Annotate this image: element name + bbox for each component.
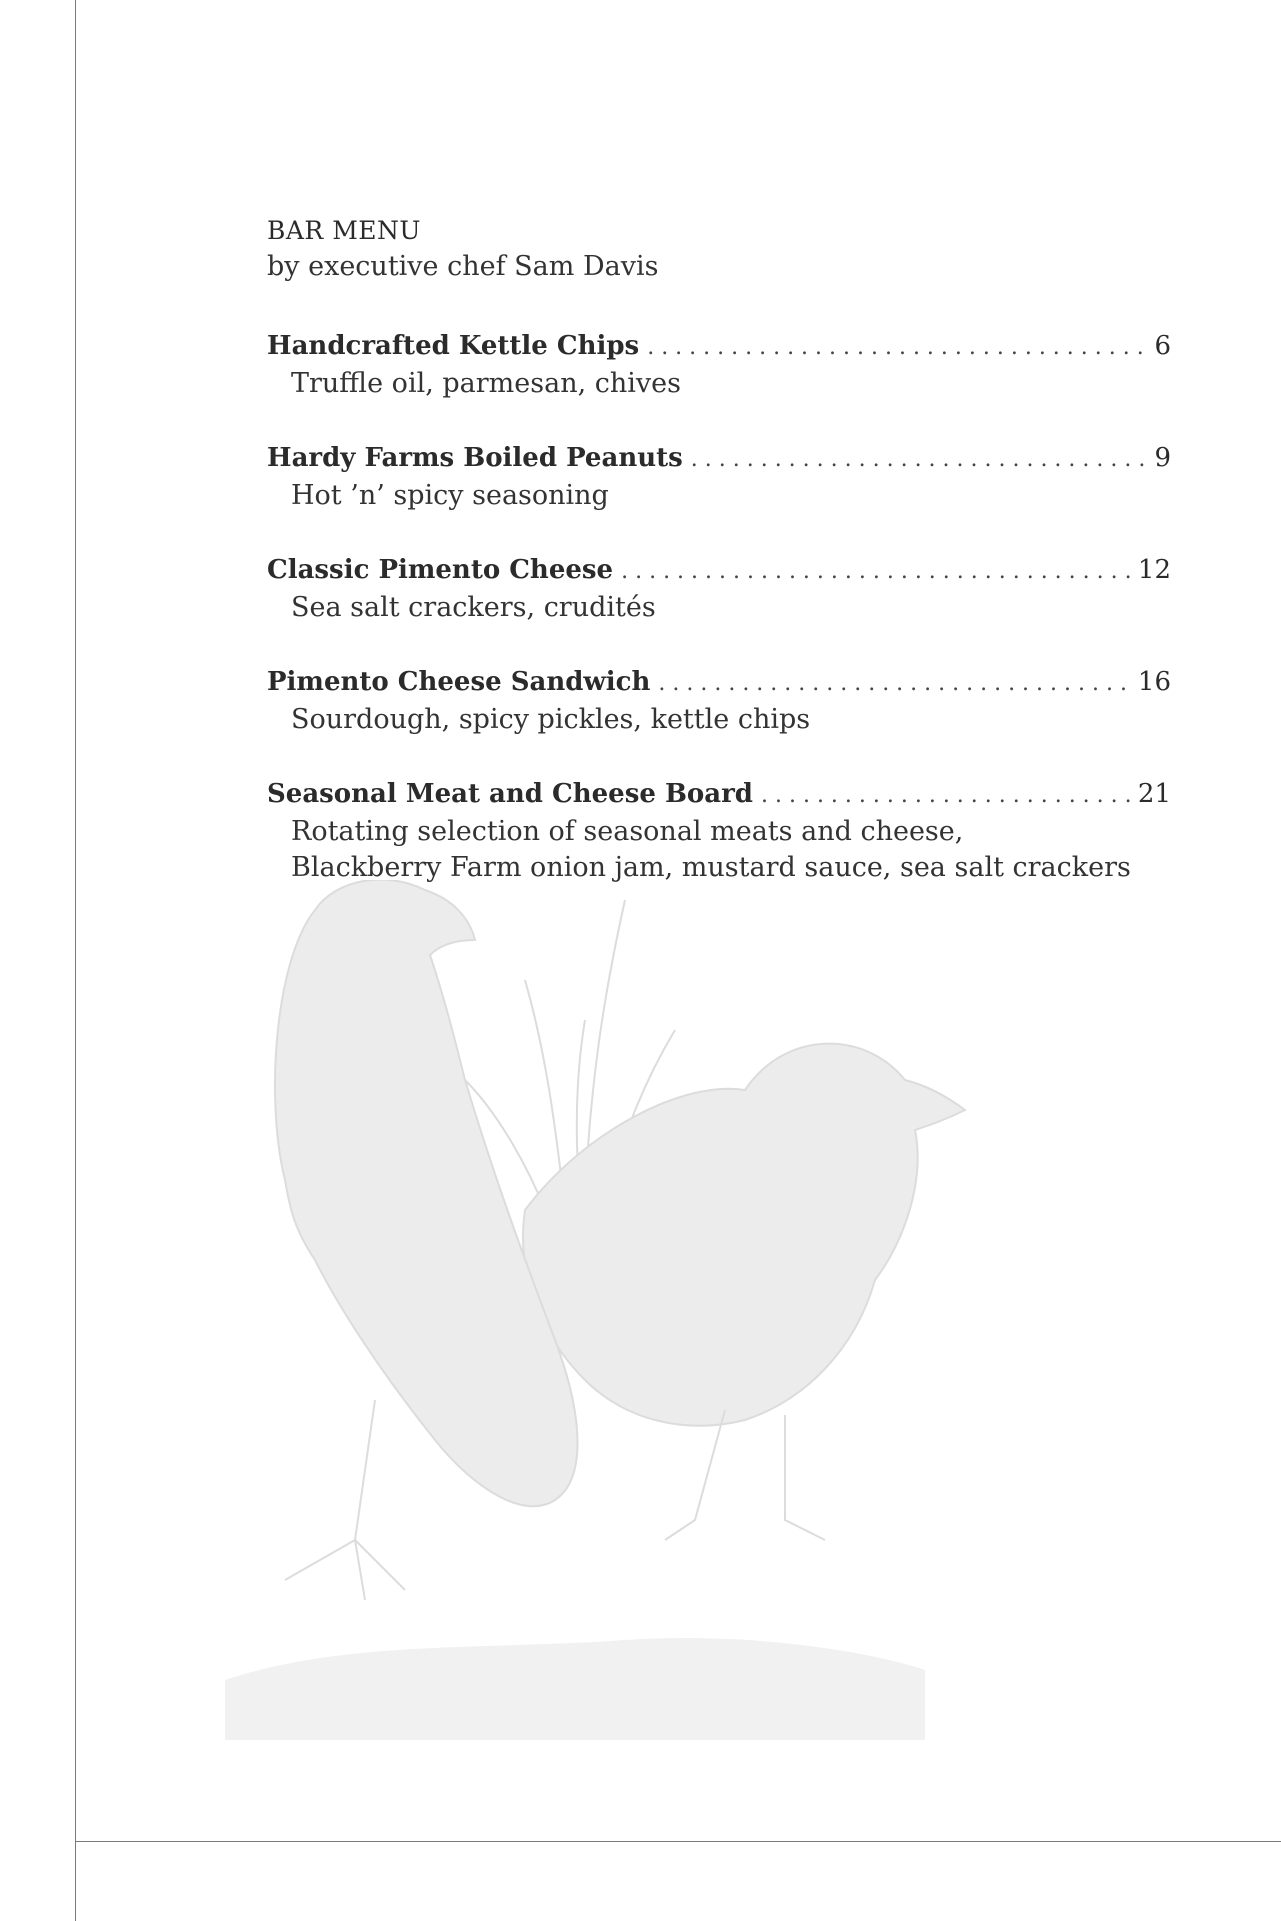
menu-item [267, 440, 1171, 514]
menu-item-name: Hardy Farms Boiled Peanuts [267, 443, 683, 473]
dot-leader [647, 330, 1146, 366]
quail-birds-illustration [225, 880, 985, 1740]
menu-item-description: Sourdough, spicy pickles, kettle chips [291, 704, 811, 735]
dot-leader [761, 778, 1130, 814]
menu-item-description: Truffle oil, parmesan, chives [291, 368, 681, 399]
bar-menu [267, 213, 1171, 924]
menu-item-price: 9 [1154, 443, 1171, 473]
menu-item-row [267, 664, 1171, 702]
menu-item-price: 16 [1137, 667, 1171, 697]
menu-item-row [267, 552, 1171, 590]
menu-items [267, 328, 1171, 886]
menu-item-name: Pimento Cheese Sandwich [267, 667, 651, 697]
menu-item-row [267, 440, 1171, 478]
menu-item [267, 664, 1171, 738]
menu-item [267, 776, 1171, 886]
menu-item [267, 552, 1171, 626]
menu-title: BAR MENU [267, 216, 421, 245]
menu-item-name: Seasonal Meat and Cheese Board [267, 779, 753, 809]
dot-leader [621, 554, 1130, 590]
menu-item [267, 328, 1171, 402]
menu-subtitle: by executive chef Sam Davis [267, 251, 659, 282]
menu-item-price: 6 [1154, 331, 1171, 361]
menu-item-description: Sea salt crackers, crudités [291, 592, 656, 623]
menu-item-description: Rotating selection of seasonal meats and cheese, [291, 816, 964, 847]
dot-leader [691, 442, 1147, 478]
menu-item-price: 12 [1137, 555, 1171, 585]
menu-item-price: 21 [1137, 779, 1171, 809]
bottom-rule [75, 1841, 1281, 1842]
menu-item-name: Handcrafted Kettle Chips [267, 331, 640, 361]
menu-item-description: Blackberry Farm onion jam, mustard sauce, sea salt crackers [291, 852, 1131, 883]
menu-item-name: Classic Pimento Cheese [267, 555, 614, 585]
dot-leader [658, 666, 1130, 702]
menu-item-row [267, 776, 1171, 814]
left-margin-rule [75, 0, 76, 1921]
menu-item-description: Hot ’n’ spicy seasoning [291, 480, 609, 511]
menu-item-row [267, 328, 1171, 366]
